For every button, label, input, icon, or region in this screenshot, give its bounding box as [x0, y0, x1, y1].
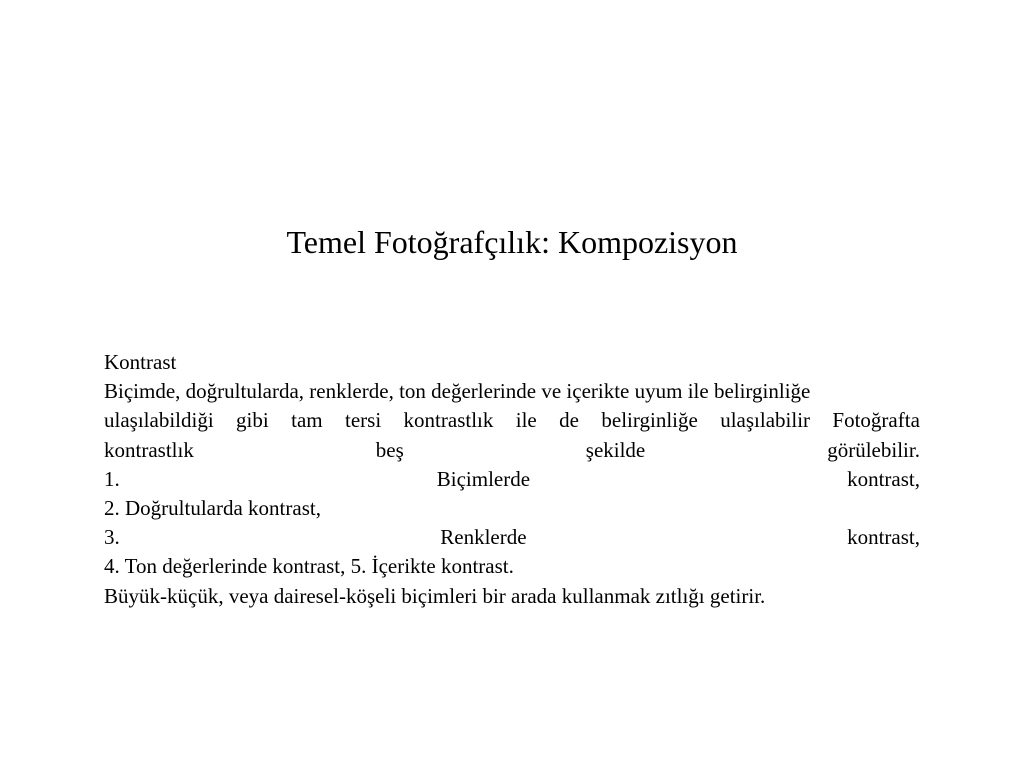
paragraph-line-1: Biçimde, doğrultularda, renklerde, ton değerlerinde ve içerikte uyum ile belirginliğe — [104, 379, 811, 404]
closing-sentence: Büyük-küçük, veya dairesel-köşeli biçimleri bir arada kullanmak zıtlığı getirir. — [104, 583, 766, 608]
word: kontrastlık — [403, 408, 494, 433]
word: gibi — [236, 408, 269, 433]
list-number: 3. — [104, 525, 120, 550]
slide-body — [104, 348, 920, 611]
word: görülebilir. — [827, 437, 920, 462]
paragraph-line-3 — [104, 436, 920, 465]
word: tersi — [345, 408, 382, 433]
word: ulaşılabildiği — [104, 408, 214, 433]
word: belirginliğe — [601, 408, 698, 433]
list-item-3 — [104, 523, 920, 552]
word: kontrast, — [847, 466, 920, 491]
list-item-4-5: 4. Ton değerlerinde kontrast, 5. İçerikte kontrast. — [104, 554, 514, 579]
list-item-2: 2. Doğrultularda kontrast, — [104, 496, 321, 521]
word: şekilde — [585, 437, 646, 462]
word: ulaşılabilir — [720, 408, 811, 433]
slide-title: Temel Fotoğrafçılık: Kompozisyon — [286, 224, 738, 260]
word: de — [559, 408, 579, 433]
word: ile — [515, 408, 537, 433]
word: Renklerde — [440, 525, 527, 550]
word: kontrast, — [847, 525, 920, 550]
word: kontrastlık — [104, 437, 194, 462]
word: beş — [375, 437, 404, 462]
paragraph-line-2 — [104, 406, 920, 435]
list-item-1 — [104, 465, 920, 494]
word: Fotoğrafta — [832, 408, 920, 433]
section-heading: Kontrast — [104, 350, 177, 374]
word: tam — [291, 408, 323, 433]
list-number: 1. — [104, 466, 120, 491]
word: Biçimlerde — [436, 466, 531, 491]
